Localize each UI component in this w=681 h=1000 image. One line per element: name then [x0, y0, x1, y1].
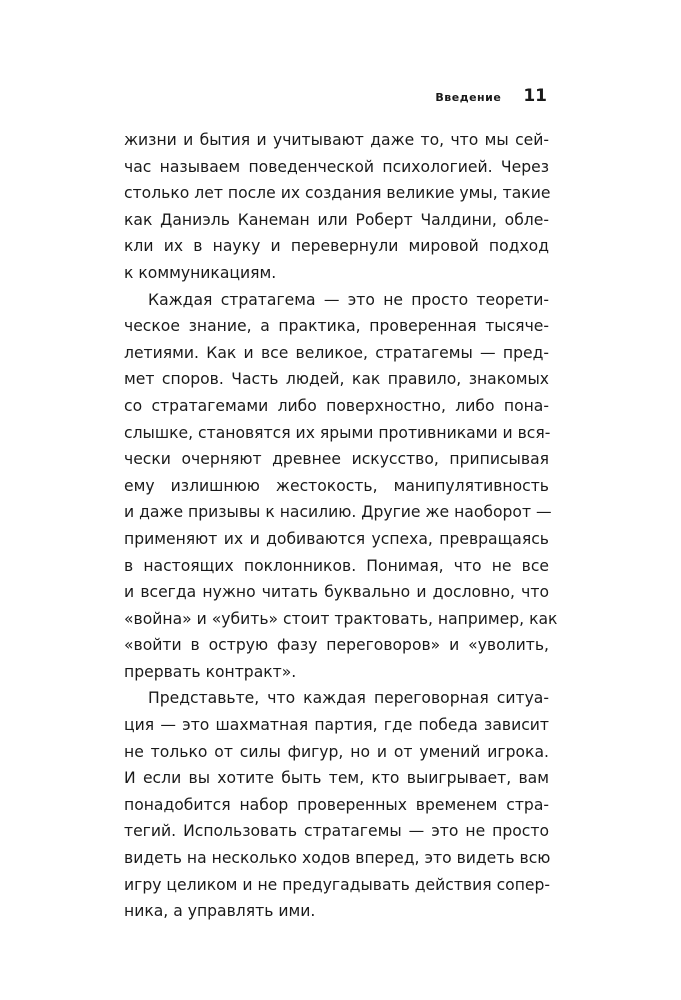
text-line: применяют их и добиваются успеха, превращаясь: [124, 529, 549, 548]
text-line: в настоящих поклонников. Понимая, что не все: [124, 556, 549, 575]
text-line: к коммуникациям.: [124, 263, 277, 282]
text-line: как Даниэль Канеман или Роберт Чалдини, обле-: [124, 210, 549, 229]
text-line: Каждая стратагема — это не просто теорети-: [148, 290, 549, 309]
text-line: «война» и «убить» стоит трактовать, например, как: [124, 609, 558, 628]
text-line: ция — это шахматная партия, где победа зависит: [124, 716, 549, 735]
text-line: столько лет после их создания великие умы, такие: [124, 184, 551, 203]
text-line: со стратагемами либо поверхностно, либо пона-: [124, 396, 549, 415]
text-line: мет споров. Часть людей, как правило, знакомых: [124, 370, 549, 389]
text-line: и всегда нужно читать буквально и дословно, что: [124, 583, 549, 602]
text-line: тегий. Использовать стратагемы — это не просто: [124, 822, 549, 841]
text-line: понадобится набор проверенных временем стра-: [124, 795, 549, 814]
body-text: [124, 127, 558, 925]
text-line: слышке, становятся их ярыми противниками и вся-: [124, 423, 551, 442]
page-number: 11: [523, 86, 547, 106]
text-line: жизни и бытия и учитывают даже то, что мы сей-: [124, 131, 549, 149]
running-head: [435, 86, 547, 106]
text-line: чески очерняют древнее искусство, приписывая: [124, 450, 549, 469]
text-line: ему излишнюю жестокость, манипулятивность: [124, 476, 549, 495]
text-line: и даже призывы к насилию. Другие же наоборот —: [124, 503, 552, 522]
text-line: видеть на несколько ходов вперед, это видеть всю: [124, 849, 551, 868]
text-line: кли их в науку и перевернули мировой подход: [124, 237, 549, 256]
text-line: игру целиком и не предугадывать действия сопер-: [124, 875, 551, 894]
text-line: не только от силы фигур, но и от умений игрока.: [124, 742, 549, 761]
text-line: летиями. Как и все великое, стратагемы — пред-: [124, 343, 549, 362]
text-line: ника, а управлять ими.: [124, 902, 316, 921]
text-line: «войти в острую фазу переговоров» и «уволить,: [124, 636, 549, 655]
text-line: час называем поведенческой психологией. Через: [124, 157, 549, 176]
section-title: Введение: [435, 91, 502, 104]
text-line: прервать контракт».: [124, 662, 297, 681]
text-line: Представьте, что каждая переговорная ситуа-: [148, 689, 549, 708]
paragraph: [124, 127, 549, 287]
paragraph: [124, 287, 558, 686]
text-line: И если вы хотите быть тем, кто выигрывает, вам: [124, 769, 549, 788]
text-line: ческое знание, а практика, проверенная тысяче-: [124, 317, 549, 336]
paragraph: [124, 685, 549, 924]
